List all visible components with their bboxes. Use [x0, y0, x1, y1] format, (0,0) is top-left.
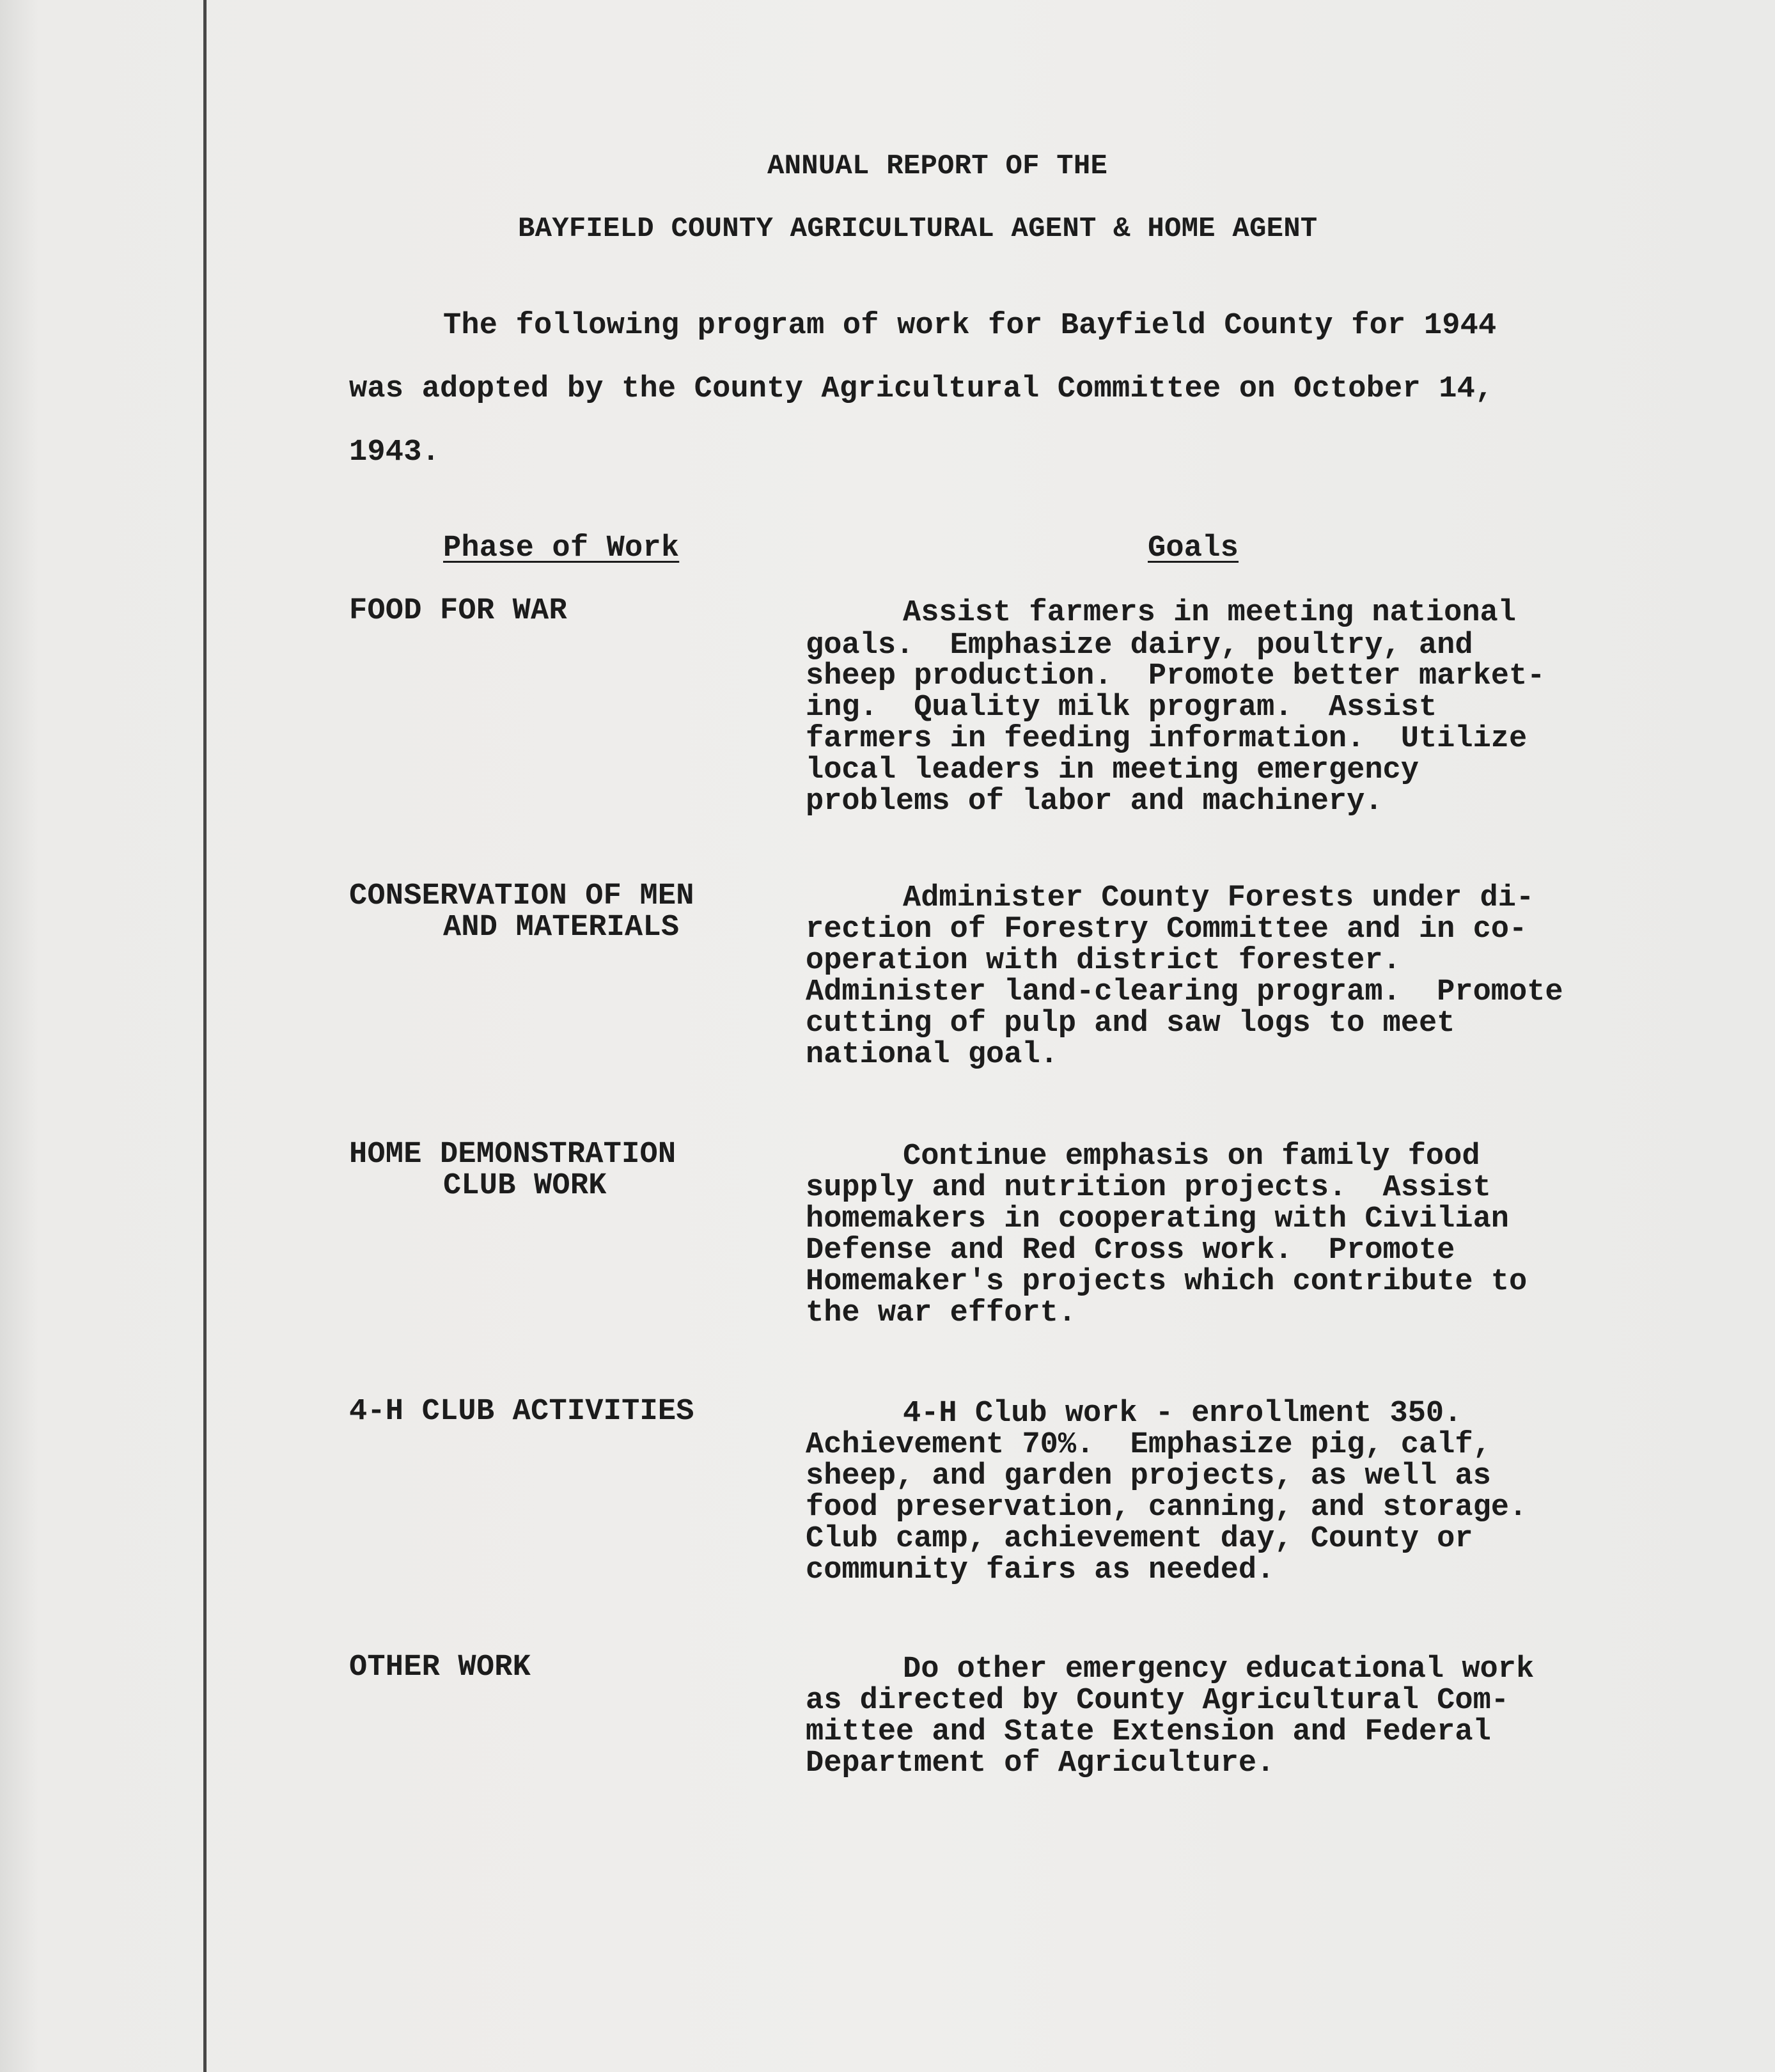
goal-food-line-3: sheep production. Promote better market-	[806, 659, 1545, 693]
goal-4h-line-4: food preservation, canning, and storage.	[806, 1491, 1528, 1525]
goal-home-demo-line-3: homemakers in cooperating with Civilian	[806, 1202, 1509, 1236]
goal-4h-line-6: community fairs as needed.	[806, 1553, 1275, 1587]
goal-conservation-line-5: cutting of pulp and saw logs to meet	[806, 1007, 1455, 1040]
goal-4h-line-2: Achievement 70%. Emphasize pig, calf,	[806, 1428, 1491, 1462]
goal-food-line-1: Assist farmers in meeting national	[903, 596, 1516, 630]
goal-food-line-7: problems of labor and machinery.	[806, 785, 1383, 819]
phase-4h-club: 4-H CLUB ACTIVITIES	[349, 1395, 694, 1429]
report-title-line2: BAYFIELD COUNTY AGRICULTURAL AGENT & HOME AGENT	[518, 213, 1318, 245]
goal-food-line-4: ing. Quality milk program. Assist	[806, 691, 1437, 725]
report-title-line1: ANNUAL REPORT OF THE	[767, 150, 1108, 182]
phase-of-work-header: Phase of Work	[443, 531, 680, 565]
phase-conservation-line-2: AND MATERIALS	[443, 911, 680, 945]
goal-food-line-2: goals. Emphasize dairy, poultry, and	[806, 629, 1473, 663]
goal-conservation-line-4: Administer land-clearing program. Promote	[806, 975, 1563, 1009]
phase-home-demo-line-1: HOME DEMONSTRATION	[349, 1138, 676, 1172]
goal-home-demo-line-1: Continue emphasis on family food	[903, 1140, 1480, 1173]
goal-conservation-line-2: rection of Forestry Committee and in co-	[806, 913, 1528, 946]
intro-line-2: was adopted by the County Agricultural Committee on October 14,	[349, 372, 1494, 406]
goal-other-line-1: Do other emergency educational work	[903, 1652, 1535, 1686]
goal-conservation-line-1: Administer County Forests under di-	[903, 881, 1535, 915]
goal-4h-line-5: Club camp, achievement day, County or	[806, 1522, 1473, 1556]
goal-other-line-2: as directed by County Agricultural Com-	[806, 1684, 1509, 1718]
goal-food-line-5: farmers in feeding information. Utilize	[806, 722, 1528, 756]
intro-line-1: The following program of work for Bayfield County for 1944	[443, 309, 1497, 343]
goal-home-demo-line-2: supply and nutrition projects. Assist	[806, 1171, 1491, 1205]
goal-other-line-3: mittee and State Extension and Federal	[806, 1715, 1491, 1749]
goal-4h-line-1: 4-H Club work - enrollment 350.	[903, 1397, 1462, 1431]
goals-header: Goals	[1148, 531, 1239, 565]
goal-conservation-line-3: operation with district forester.	[806, 944, 1401, 978]
binding-line	[203, 0, 207, 2072]
goal-home-demo-line-4: Defense and Red Cross work. Promote	[806, 1234, 1455, 1268]
phase-food-for-war: FOOD FOR WAR	[349, 594, 567, 628]
goal-other-line-4: Department of Agriculture.	[806, 1746, 1275, 1780]
goal-4h-line-3: sheep, and garden projects, as well as	[806, 1459, 1491, 1493]
goal-home-demo-line-5: Homemaker's projects which contribute to	[806, 1265, 1528, 1299]
phase-home-demo-line-2: CLUB WORK	[443, 1169, 607, 1203]
phase-conservation-line-1: CONSERVATION OF MEN	[349, 879, 694, 913]
goal-food-line-6: local leaders in meeting emergency	[806, 753, 1419, 787]
phase-other-work: OTHER WORK	[349, 1651, 531, 1684]
goal-conservation-line-6: national goal.	[806, 1038, 1058, 1072]
goal-home-demo-line-6: the war effort.	[806, 1296, 1077, 1330]
intro-line-3: 1943.	[349, 436, 441, 469]
